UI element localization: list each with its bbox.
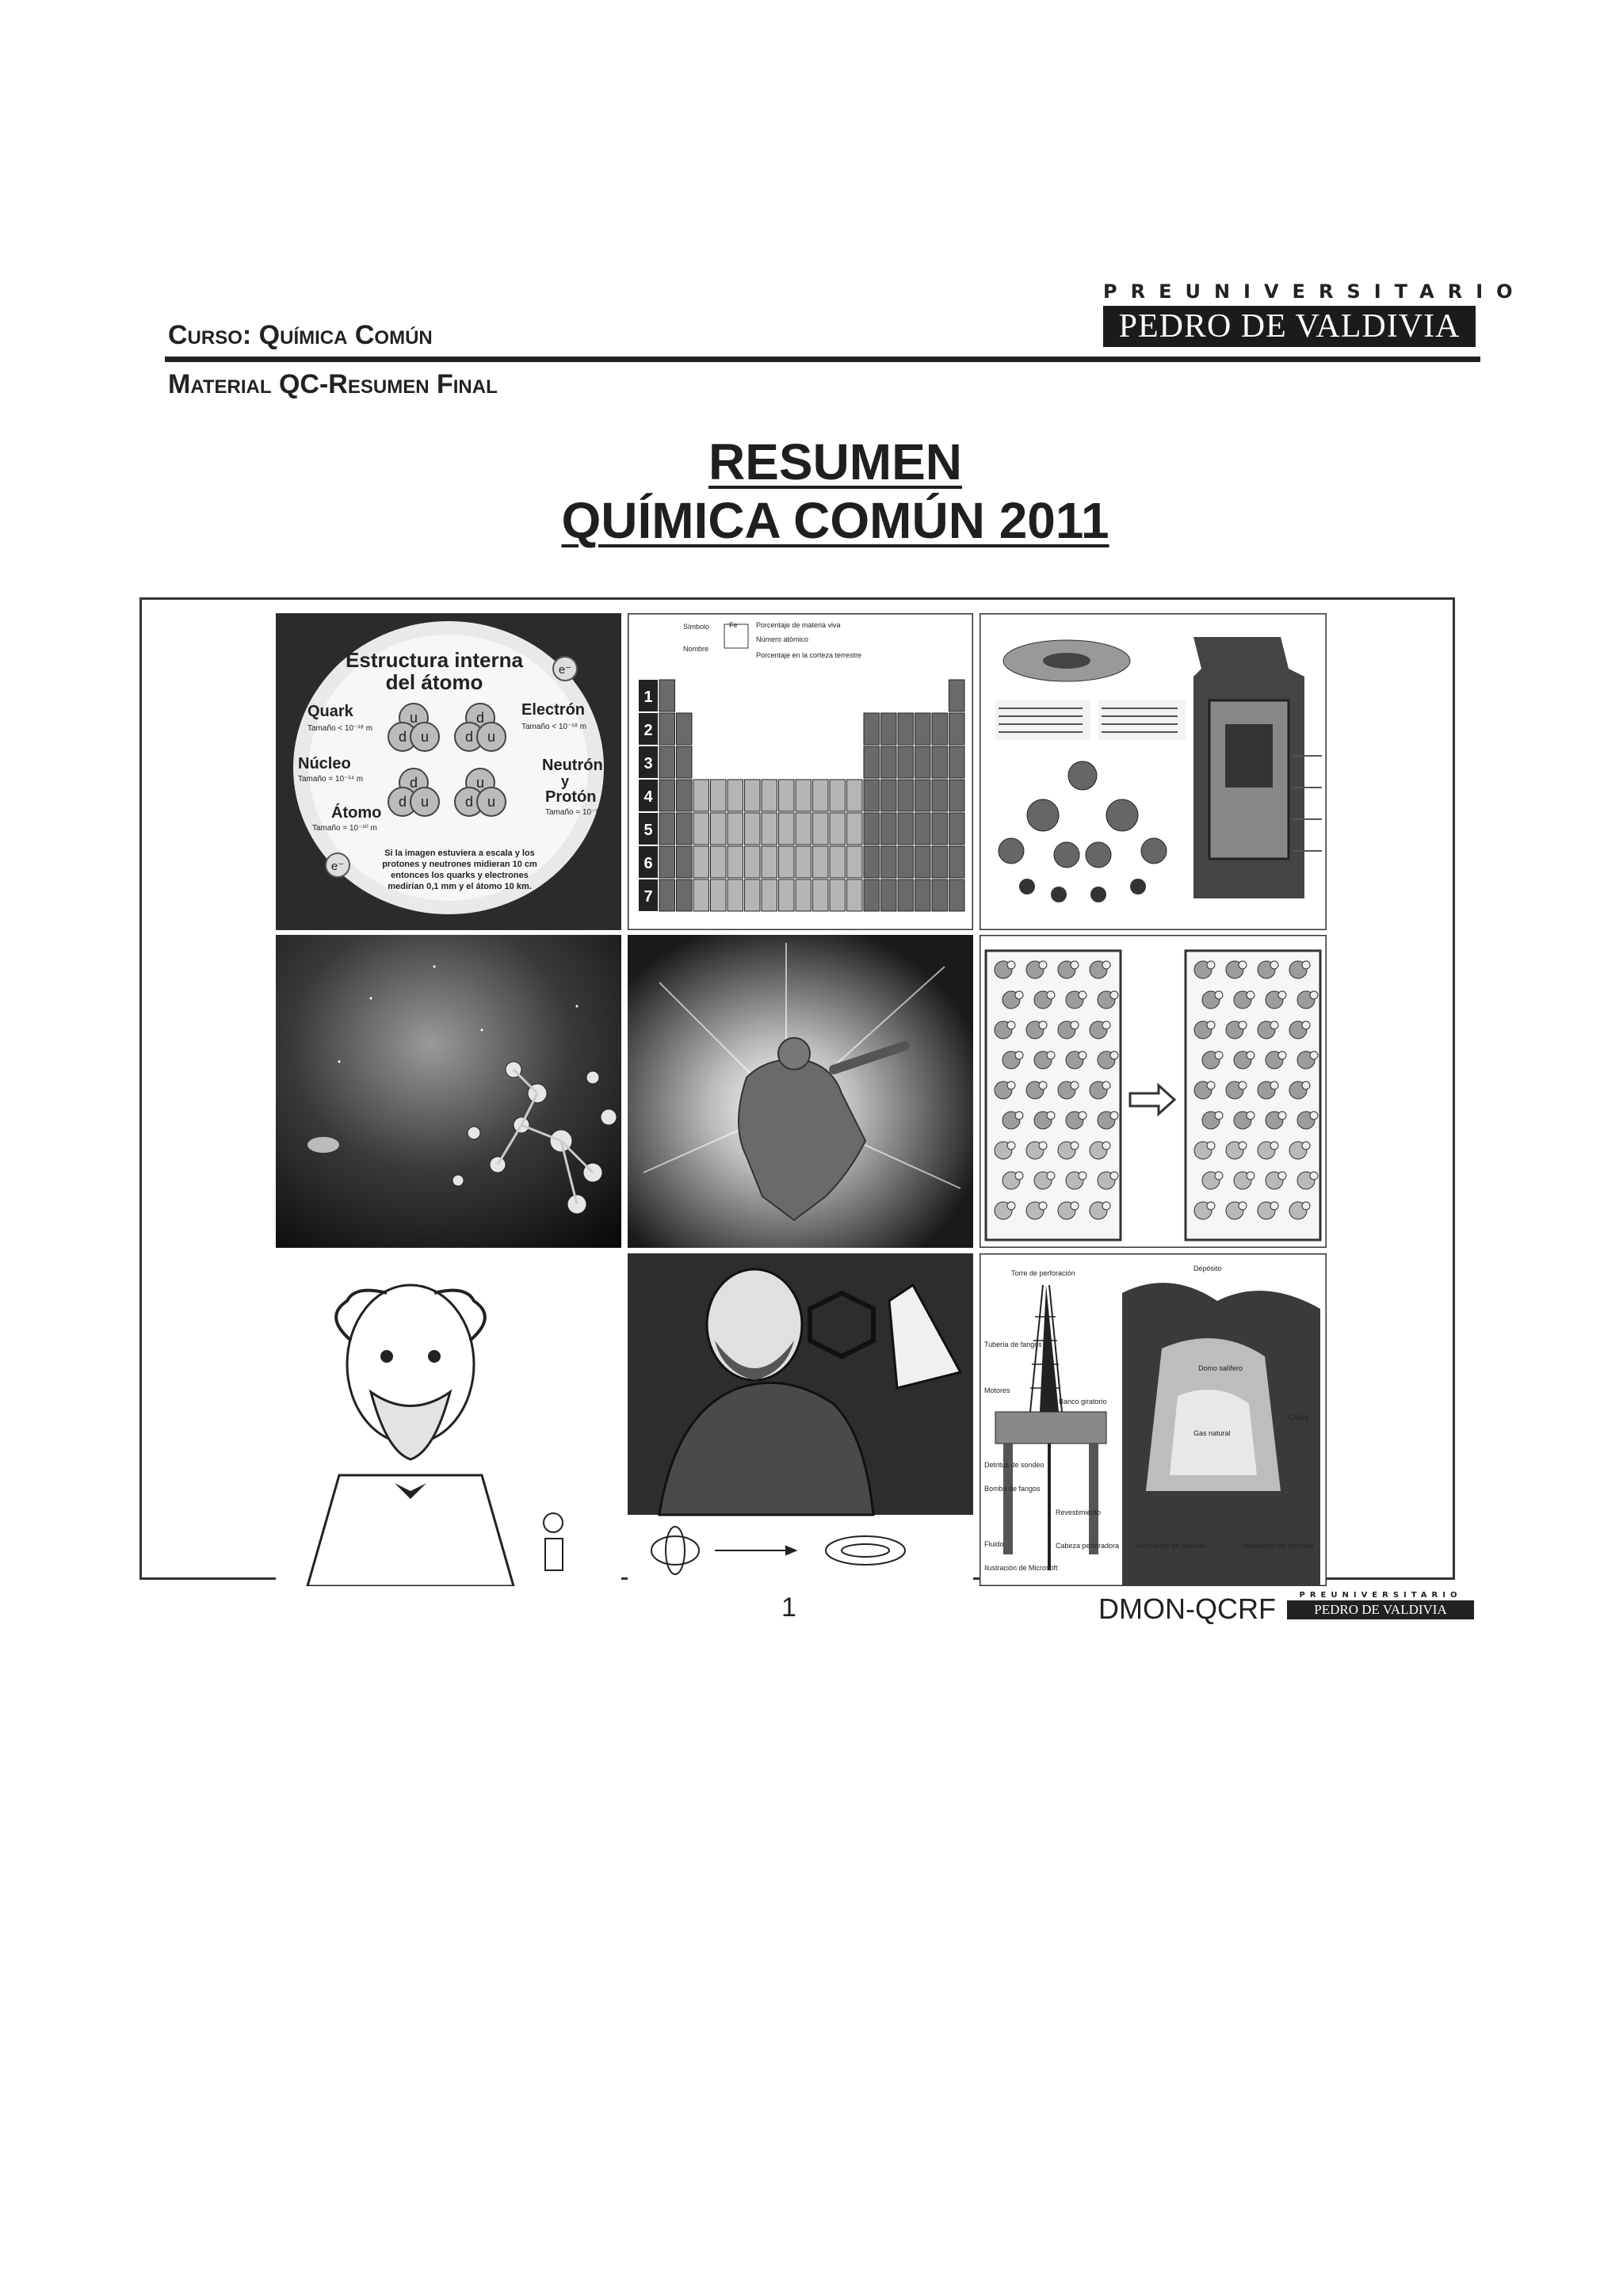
quark-size: Tamaño < 10⁻¹⁸ m <box>307 724 373 733</box>
torre-label: Torre de perforación <box>1011 1269 1075 1277</box>
element-cell <box>659 879 675 911</box>
particle-atom <box>1039 1142 1047 1150</box>
element-cell <box>932 879 948 911</box>
particle-atom <box>1207 1081 1215 1089</box>
page-subtitle: QUÍMICA COMÚN 2011 <box>561 492 1109 549</box>
element-cell <box>830 780 846 811</box>
oil-drilling-image <box>980 1253 1327 1586</box>
element-cell <box>727 879 743 911</box>
element-cell <box>659 846 675 878</box>
particle-atom <box>1247 991 1254 999</box>
element-cell <box>711 813 727 845</box>
page-number: 1 <box>781 1592 796 1623</box>
element-cell <box>881 813 897 845</box>
footer-brand-subtitle: PREUNIVERSITARIO <box>1299 1591 1462 1600</box>
element-cell <box>847 846 863 878</box>
particle-atom <box>1302 961 1310 969</box>
particle-atom <box>1207 1021 1215 1029</box>
corteza-label: Porcentaje en la corteza terrestre <box>756 651 862 659</box>
element-cell <box>677 846 693 878</box>
element-cell <box>762 879 777 911</box>
atom-caption-3: entonces los quarks y electrones <box>391 871 529 880</box>
element-cell <box>847 813 863 845</box>
particle-atom <box>1071 1202 1079 1210</box>
element-cell <box>949 846 965 878</box>
y-label: y <box>561 773 570 789</box>
particle-atom <box>1239 1142 1247 1150</box>
element-cell <box>915 780 931 811</box>
element-cell <box>796 813 812 845</box>
element-cell <box>659 813 675 845</box>
particle-atom <box>1079 1051 1086 1059</box>
element-cell <box>677 713 693 745</box>
ilustracion-label: Ilustración de Microsoft <box>984 1564 1058 1572</box>
element-cell <box>864 780 880 811</box>
element-cell <box>727 846 743 878</box>
particle-atom <box>1270 1142 1278 1150</box>
element-cell <box>932 780 948 811</box>
particle-atom <box>1207 961 1215 969</box>
atomo-size: Tamaño = 10⁻¹⁰ m <box>312 824 377 833</box>
element-cell <box>864 846 880 878</box>
element-cell <box>915 746 931 778</box>
particle-atom <box>1239 1081 1247 1089</box>
cabeza-label: Cabeza perforadora <box>1056 1542 1120 1550</box>
atom-caption-4: medirían 0,1 mm y el átomo 10 km. <box>388 882 532 891</box>
element-cell <box>949 879 965 911</box>
element-cell <box>864 746 880 778</box>
bomba-label: Bomba de fangos <box>984 1485 1041 1493</box>
electron-size: Tamaño < 10⁻¹⁸ m <box>521 723 587 731</box>
svg-text:d: d <box>398 794 407 810</box>
particles-containers-image <box>980 935 1327 1248</box>
element-cell <box>881 746 897 778</box>
atomo-label: Átomo <box>331 804 382 822</box>
element-cell <box>830 879 846 911</box>
element-cell <box>693 813 709 845</box>
element-cell <box>915 713 931 745</box>
particle-atom <box>1102 1081 1110 1089</box>
banco-label: Banco giratorio <box>1059 1398 1107 1405</box>
svg-text:d: d <box>475 710 485 726</box>
neutron-label: Neutrón <box>542 757 603 774</box>
particle-atom <box>1102 961 1110 969</box>
element-cell <box>915 846 931 878</box>
particle-atom <box>1071 1081 1079 1089</box>
particle-atom <box>1007 1202 1015 1210</box>
particle-atom <box>1247 1051 1254 1059</box>
particle-atom <box>1278 1051 1286 1059</box>
scientist-caricature-image <box>276 1253 621 1586</box>
domo-label: Domo salífero <box>1198 1364 1243 1372</box>
particle-atom <box>1278 1112 1286 1119</box>
element-cell <box>915 879 931 911</box>
svg-text:u: u <box>420 729 430 745</box>
particle-atom <box>1207 1202 1215 1210</box>
footer-brand-main: PEDRO DE VALDIVIA <box>1287 1600 1474 1619</box>
period-number: 4 <box>643 788 653 806</box>
material-label: Material QC-Resumen Final <box>168 369 498 399</box>
element-cell <box>949 713 965 745</box>
particle-atom <box>1047 1112 1055 1119</box>
particle-atom <box>1215 991 1223 999</box>
period-number: 2 <box>643 722 653 739</box>
element-cell <box>949 780 965 811</box>
particle-atom <box>1007 1142 1015 1150</box>
particle-atom <box>1215 1051 1223 1059</box>
element-cell <box>932 746 948 778</box>
element-cell <box>659 780 675 811</box>
particle-atom <box>1102 1021 1110 1029</box>
particle-atom <box>1071 1142 1079 1150</box>
element-cell <box>745 813 761 845</box>
particle-atom <box>1110 1172 1118 1180</box>
svg-text:u: u <box>487 729 496 745</box>
proton-size: Tamaño = 10⁻¹⁵ m <box>545 808 610 817</box>
particle-atom <box>1071 961 1079 969</box>
particle-atom <box>1047 1172 1055 1180</box>
yacimiento-1-label: Yacimiento de petróleo <box>1135 1542 1208 1550</box>
element-cell <box>711 879 727 911</box>
particle-atom <box>1310 1172 1318 1180</box>
particle-atom <box>1278 991 1286 999</box>
element-cell <box>898 780 914 811</box>
element-cell <box>898 879 914 911</box>
element-cell <box>762 846 777 878</box>
element-cell <box>693 846 709 878</box>
element-cell <box>881 879 897 911</box>
electron-symbol: e⁻ <box>558 663 572 677</box>
gas-label: Gas natural <box>1193 1429 1231 1437</box>
element-cell <box>949 680 965 711</box>
particle-atom <box>1007 1081 1015 1089</box>
period-number: 1 <box>643 688 653 706</box>
particle-atom <box>1079 991 1086 999</box>
numero-label: Número atómico <box>756 635 809 643</box>
svg-text:d: d <box>398 729 407 745</box>
particle-atom <box>1039 1202 1047 1210</box>
period-number: 7 <box>643 888 653 906</box>
element-cell <box>898 746 914 778</box>
motores-label: Motores <box>984 1386 1010 1394</box>
element-cell <box>898 713 914 745</box>
element-cell <box>745 879 761 911</box>
element-cell <box>898 813 914 845</box>
element-cell <box>693 780 709 811</box>
element-cell <box>762 780 777 811</box>
element-cell <box>813 780 829 811</box>
particle-atom <box>1007 961 1015 969</box>
particle-atom <box>1270 1081 1278 1089</box>
particle-atom <box>1302 1142 1310 1150</box>
nombre-label: Nombre <box>683 645 709 653</box>
element-cell <box>864 879 880 911</box>
particle-atom <box>1270 961 1278 969</box>
particle-atom <box>1071 1021 1079 1029</box>
particle-atom <box>1270 1021 1278 1029</box>
particle-atom <box>1039 1081 1047 1089</box>
period-number: 6 <box>643 855 653 872</box>
header-divider <box>165 357 1480 362</box>
particle-atom <box>1310 1112 1318 1119</box>
caliza-label: Caliza <box>1289 1413 1309 1421</box>
element-cell <box>813 813 829 845</box>
element-cell <box>813 846 829 878</box>
particle-atom <box>1110 1051 1118 1059</box>
course-label: Curso: Química Común <box>168 320 433 350</box>
element-cell <box>813 879 829 911</box>
element-cell <box>659 713 675 745</box>
element-cell <box>745 846 761 878</box>
element-cell <box>745 780 761 811</box>
nucleo-size: Tamaño = 10⁻¹⁴ m <box>298 775 364 784</box>
particle-atom <box>1302 1202 1310 1210</box>
particle-atom <box>1239 961 1247 969</box>
document-code: DMON-QCRF <box>1098 1592 1276 1625</box>
svg-text:d: d <box>464 794 474 810</box>
mythological-figure-image <box>628 935 973 1248</box>
particle-atom <box>1047 1051 1055 1059</box>
footer-brand-logo <box>1287 1591 1474 1619</box>
particle-atom <box>1015 1172 1023 1180</box>
element-cell <box>881 846 897 878</box>
element-cell <box>677 879 693 911</box>
particle-atom <box>1215 1172 1223 1180</box>
particle-atom <box>1302 1021 1310 1029</box>
particle-atom <box>1007 1021 1015 1029</box>
period-number: 3 <box>643 755 653 772</box>
simbolo-label: Símbolo <box>683 623 710 631</box>
svg-text:d: d <box>464 729 474 745</box>
electron-symbol-2: e⁻ <box>330 860 345 873</box>
particle-atom <box>1079 1112 1086 1119</box>
svg-text:u: u <box>409 710 418 726</box>
atom-title-1: Estructura interna <box>346 648 523 672</box>
element-cell <box>847 879 863 911</box>
particle-atom <box>1015 1112 1023 1119</box>
electron-label: Electrón <box>521 701 586 719</box>
deposito-label: Depósito <box>1193 1264 1222 1272</box>
element-cell <box>915 813 931 845</box>
particle-atom <box>1302 1081 1310 1089</box>
element-cell <box>796 780 812 811</box>
element-cell <box>796 879 812 911</box>
period-number: 5 <box>643 822 653 839</box>
periodic-table-image <box>628 613 973 930</box>
element-cell <box>830 813 846 845</box>
element-cell <box>847 780 863 811</box>
element-cell <box>677 746 693 778</box>
element-cell <box>677 813 693 845</box>
yacimiento-2-label: Yacimiento de petróleo <box>1241 1542 1314 1550</box>
element-cell <box>659 680 675 711</box>
particle-atom <box>1015 1051 1023 1059</box>
brand-logo: PEDRO DE VALDIVIA <box>1103 306 1476 347</box>
porcentaje-label: Porcentaje de materia viva <box>756 621 841 629</box>
element-cell <box>727 813 743 845</box>
element-cell <box>881 713 897 745</box>
particle-atom <box>1110 1112 1118 1119</box>
particle-atom <box>1239 1021 1247 1029</box>
particle-atom <box>1247 1112 1254 1119</box>
particle-atom <box>1215 1112 1223 1119</box>
atom-caption-1: Si la imagen estuviera a escala y los <box>384 849 535 858</box>
element-cell <box>711 846 727 878</box>
element-cell <box>762 813 777 845</box>
element-cell <box>932 846 948 878</box>
element-cell <box>949 813 965 845</box>
element-cell <box>898 846 914 878</box>
element-cell <box>779 813 795 845</box>
element-cell <box>830 846 846 878</box>
nuclear-reactor-image <box>980 613 1327 930</box>
element-cell <box>659 746 675 778</box>
svg-text:u: u <box>420 794 430 810</box>
element-cell <box>949 746 965 778</box>
page-title: RESUMEN <box>708 433 963 490</box>
particle-atom <box>1207 1142 1215 1150</box>
element-cell <box>864 813 880 845</box>
element-cell <box>864 713 880 745</box>
element-cell <box>932 813 948 845</box>
space-molecules-image <box>276 935 621 1248</box>
element-cell <box>711 780 727 811</box>
element-cell <box>693 879 709 911</box>
fluido-label: Fluido <box>984 1540 1004 1548</box>
element-cell <box>881 780 897 811</box>
element-cell <box>779 879 795 911</box>
particle-atom <box>1310 991 1318 999</box>
particle-atom <box>1039 961 1047 969</box>
element-cell <box>796 846 812 878</box>
particle-atom <box>1270 1202 1278 1210</box>
particle-atom <box>1110 991 1118 999</box>
svg-text:d: d <box>409 775 418 791</box>
particle-atom <box>1278 1172 1286 1180</box>
svg-text:u: u <box>475 775 485 791</box>
quark-label: Quark <box>307 703 353 720</box>
atom-title-2: del átomo <box>385 670 483 694</box>
tuberia-label: Tubería de fangos <box>984 1341 1042 1348</box>
particle-atom <box>1015 991 1023 999</box>
particle-atom <box>1102 1142 1110 1150</box>
proton-label: Protón <box>545 788 597 806</box>
chemist-flask-image <box>628 1253 973 1586</box>
nucleo-label: Núcleo <box>298 755 351 772</box>
element-cell <box>727 780 743 811</box>
svg-text:Fe: Fe <box>729 621 738 629</box>
element-cell <box>677 780 693 811</box>
particle-atom <box>1039 1021 1047 1029</box>
element-cell <box>779 780 795 811</box>
revestimiento-label: Revestimiento <box>1056 1508 1102 1516</box>
particle-atom <box>1047 991 1055 999</box>
atom-structure-image <box>276 613 621 930</box>
particle-atom <box>1079 1172 1086 1180</box>
detritus-label: Detritus de sondeo <box>984 1461 1044 1469</box>
particle-atom <box>1239 1202 1247 1210</box>
atom-caption-2: protones y neutrones midieran 10 cm <box>382 860 537 869</box>
brand-subtitle: PREUNIVERSITARIO <box>1103 280 1526 303</box>
element-cell <box>932 713 948 745</box>
svg-text:u: u <box>487 794 496 810</box>
particle-atom <box>1247 1172 1254 1180</box>
particle-atom <box>1310 1051 1318 1059</box>
particle-atom <box>1102 1202 1110 1210</box>
element-cell <box>779 846 795 878</box>
